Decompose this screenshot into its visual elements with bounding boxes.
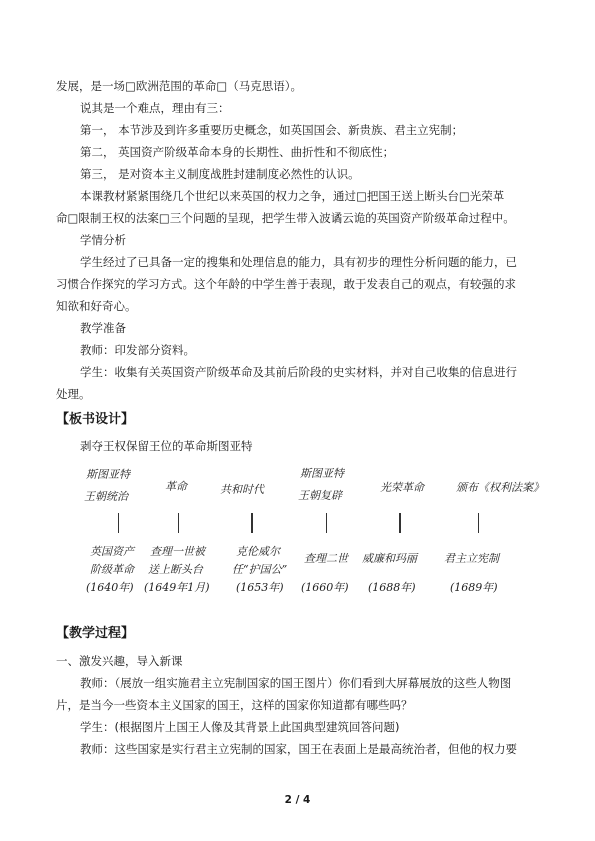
body-paragraph: 学生：收集有关英国资产阶级革命及其前后阶段的史实材料，并对自己收集的信息进行 — [80, 365, 517, 379]
board-top-label: 斯图亚特 — [86, 468, 130, 481]
board-top-label: 斯图亚特 — [300, 467, 344, 480]
board-bottom-label: 威廉和玛丽 — [362, 552, 417, 565]
body-paragraph: 处理。 — [56, 387, 91, 401]
board-bottom-label: (1640年) — [86, 581, 134, 594]
board-bottom-label: 阶级革命 — [90, 563, 134, 576]
board-bottom-label: 送上断头台 — [148, 563, 203, 576]
body-paragraph: 知欲和好奇心。 — [56, 299, 137, 313]
body-paragraph: 命□限制王权的法案□三个问题的呈现，把学生带入波谲云诡的英国资产阶级革命过程中。 — [56, 211, 515, 225]
body-paragraph: 学生经过了已具备一定的搜集和处理信息的能力，具有初步的理性分析问题的能力，已 — [80, 255, 517, 269]
timeline-tick — [178, 513, 179, 533]
board-bottom-label: (1649年1月) — [144, 581, 210, 594]
board-top-label: 革命 — [165, 480, 187, 493]
timeline-tick — [326, 513, 327, 533]
board-bottom-label: 查理一世被 — [150, 545, 205, 558]
body-paragraph: 教师：印发部分资料。 — [80, 343, 195, 357]
board-top-label: 光荣革命 — [380, 481, 424, 494]
body-paragraph: 本课教材紧紧围绕几个世纪以来英国的权力之争，通过□把国王送上断头台□光荣革 — [80, 189, 505, 203]
board-bottom-label: 克伦威尔 — [236, 545, 280, 558]
board-bottom-label: (1688年) — [368, 581, 416, 594]
timeline-tick — [478, 513, 479, 533]
board-bottom-label: 任“护国公” — [232, 563, 288, 576]
timeline-tick — [118, 513, 119, 533]
timeline-tick — [399, 513, 401, 533]
board-top-label: 王朝统治 — [84, 490, 128, 503]
board-top-label: 王朝复辟 — [298, 489, 342, 502]
body-paragraph: 教师：（展放一组实施君主立宪制国家的国王图片）你们看到大屏幕展放的这些人物图 — [80, 676, 512, 690]
board-bottom-label: (1660年) — [301, 581, 349, 594]
teaching-process-heading: 【教学过程】 — [56, 626, 135, 641]
body-paragraph: 第三， 是对资本主义制度战胜封建制度必然性的认识。 — [80, 167, 360, 181]
board-top-label: 颁布《权利法案》 — [456, 481, 544, 494]
body-paragraph: 学生：(根据图片上国王人像及其背景上此国典型建筑回答问题) — [80, 720, 400, 734]
body-paragraph: 发展，是一场□欧洲范围的革命□（马克思语）。 — [56, 79, 302, 93]
board-bottom-label: (1653年) — [236, 581, 284, 594]
board-bottom-label: 英国资产 — [90, 545, 134, 558]
section-label: 教学准备 — [80, 321, 126, 335]
board-bottom-label: 君主立宪制 — [444, 552, 499, 565]
body-paragraph: 习惯合作探究的学习方式。这个年龄的中学生善于表现，敢于发表自己的观点，有较强的求 — [56, 277, 516, 291]
body-paragraph: 教师：这些国家是实行君主立宪制的国家，国王在表面上是最高统治者，但他的权力要 — [80, 742, 517, 756]
board-bottom-label: 查理二世 — [304, 552, 348, 565]
body-paragraph: 片，是当今一些资本主义国家的国王，这样的国家你知道都有哪些吗？ — [56, 698, 413, 712]
board-top-label: 共和时代 — [220, 483, 264, 496]
page-number: 2 / 4 — [284, 794, 311, 806]
timeline-tick — [251, 513, 253, 533]
board-bottom-label: (1689年) — [450, 581, 498, 594]
body-paragraph: 说其是一个难点，理由有三： — [80, 101, 230, 115]
body-paragraph: 第一， 本节涉及到许多重要历史概念，如英国国会、新贵族、君主立宪制； — [80, 123, 464, 137]
body-paragraph: 第二， 英国资产阶级革命本身的长期性、曲折性和不彻底性； — [80, 145, 395, 159]
board-design-title: 剥夺王权保留王位的革命斯图亚特 — [80, 439, 253, 453]
section-label: 学情分析 — [80, 233, 126, 247]
board-design-heading: 【板书设计】 — [56, 412, 135, 427]
body-paragraph: 一、激发兴趣，导入新课 — [56, 654, 183, 668]
